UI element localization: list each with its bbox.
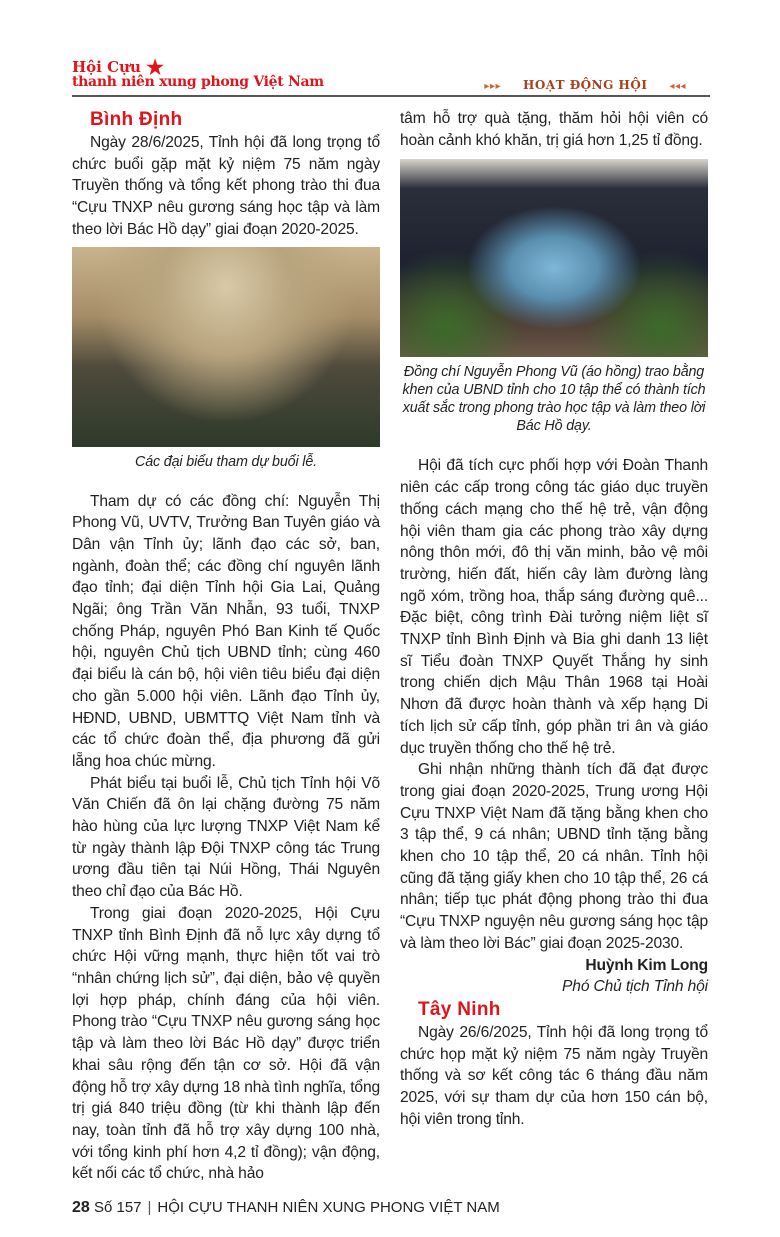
right-column: [400, 108, 708, 1131]
arrow-right-icon: ▸▸▸: [484, 81, 501, 92]
page-footer: 28 Số 157 | HỘI CỰU THANH NIÊN XUNG PHONG VIỆT NAM: [72, 1199, 500, 1217]
paragraph: Trong giai đoạn 2020-2025, Hội Cựu TNXP tỉnh Bình Định đã nỗ lực xây dựng tổ chức Hội vững mạnh, thực hiện tốt vai trò “nhân chứng lịch sử”, đại diện, bảo vệ quyền lợi hợp pháp, chính đáng của hội viên. Phong trào “Cựu TNXP nêu gương sáng học tập và làm theo lời Bác Hồ dạy” được triển khai sâu rộng đến tận cơ sở. Hội đã vận động hỗ trợ xây dựng 18 nhà tình nghĩa, tổng trị giá 840 triệu đồng (từ khi thành lập đến nay, toàn tỉnh đã hỗ trợ xây dựng 100 nhà, với tổng kinh phí hơn 4,2 tỉ đồng); vận động, kết nối các tổ chức, nhà hảo: [72, 904, 380, 1183]
paragraph: Ghi nhận những thành tích đã đạt được trong giai đoạn 2020-2025, Trung ương Hội Cựu TNXP Việt Nam đã tặng bằng khen cho 3 tập thể, 9 cá nhân; UBND tỉnh tặng bằng khen cho 10 tập thể, 20 cá nhân. Tỉnh hội cũng đã tặng giấy khen cho 10 tập thể, 26 cá nhân; tiếp tục phát động phong trào thi đua “Cựu TNXP nguyện nêu gương sáng học tập và làm theo lời Bác” giai đoạn 2025-2030.: [400, 761, 708, 952]
logo-line2: thanh niên xung phong Việt Nam: [72, 74, 324, 90]
paragraph: Tham dự có các đồng chí: Nguyễn Thị Phong Vũ, UVTV, Trưởng Ban Tuyên giáo và Dân vận Tỉnh ủy; lãnh đạo các sở, ban, ngành, đoàn thể; các đồng chí nguyên lãnh đạo tỉnh; đại diện Tỉnh hội Gia Lai, Quảng Ngãi; ông Trần Văn Nhẫn, 93 tuổi, TNXP chống Pháp, nguyên Phó Ban Kinh tế Quốc hội, nguyên Chủ tịch UBND tỉnh; cùng 460 đại biểu là cán bộ, hội viên tiêu biểu đại diện cho gần 5.000 hội viên. Lãnh đạo Tỉnh ủy, HĐND, UBND, UBMTTQ Việt Nam tỉnh và các tổ chức đoàn thể, địa phương đã gửi lẵng hoa chúc mừng.: [72, 492, 380, 770]
page-header: [0, 0, 780, 100]
photo-award-ceremony: [400, 159, 708, 357]
paragraph: Ngày 26/6/2025, Tỉnh hội đã long trọng tổ chức họp mặt kỷ niệm 75 năm ngày Truyền thống và sơ kết công tác 6 tháng đầu năm 2025, với sự tham dự của hơn 150 cán bộ, hội viên trong tỉnh.: [400, 1023, 708, 1128]
section-title: [462, 78, 708, 92]
paragraph: Phát biểu tại buổi lễ, Chủ tịch Tỉnh hội Võ Văn Chiến đã ôn lại chặng đường 75 năm hào hùng của lực lượng TNXP Việt Nam kể từ ngày thành lập Đội TNXP công tác Trung ương đầu tiên tại Núi Hồng, Thái Nguyên theo chỉ đạo của Bác Hồ.: [72, 774, 380, 901]
paragraph: Hội đã tích cực phối hợp với Đoàn Thanh niên các cấp trong công tác giáo dục truyền thống cách mạng cho thế hệ trẻ, vận động hội viên tham gia các phong trào xây dựng nông thôn mới, đô thị văn minh, bảo vệ môi trường, hiến đất, hiến cây làm đường làng ngõ xóm, trồng hoa, thắp sáng đường quê... Đặc biệt, công trình Đài tưởng niệm liệt sĩ TNXP tỉnh Bình Định và Bia ghi danh 13 liệt sĩ Tiểu đoàn TNXP Quyết Thắng hy sinh trong chiến dịch Mậu Thân 1968 tại Hoài Nhơn đã được hoàn thành và xếp hạng Di tích lịch sử cấp tỉnh, góp phần tri ân và giáo dục truyền thống cho thế hệ trẻ.: [400, 457, 708, 757]
photo-caption: Đồng chí Nguyễn Phong Vũ (áo hồng) trao bằng khen của UBND tỉnh cho 10 tập thể có thành tích xuất sắc trong phong trào học tập và làm theo lời Bác Hồ dạy.: [402, 364, 706, 435]
photo-caption: Các đại biểu tham dự buổi lễ.: [135, 453, 317, 470]
header-divider: [72, 95, 710, 97]
paragraph: Ngày 28/6/2025, Tỉnh hội đã long trọng tổ chức buổi gặp mặt kỷ niệm 75 năm ngày Truyền thống và tổng kết phong trào thi đua “Cựu TNXP nêu gương sáng học tập và làm theo lời Bác Hồ dạy” giai đoạn 2020-2025.: [72, 134, 380, 238]
photo-delegates: [72, 247, 380, 447]
heading-binh-dinh: Bình Định: [90, 109, 183, 130]
issue-number: Số 157: [93, 1199, 142, 1217]
arrow-left-icon: ◂◂◂: [669, 81, 686, 92]
section-label: HOẠT ĐỘNG HỘI: [522, 78, 648, 92]
page-number: 28: [72, 1199, 90, 1217]
magazine-logo: [72, 55, 324, 90]
heading-tay-ninh: Tây Ninh: [418, 998, 501, 1020]
author-signature: [400, 955, 708, 998]
paragraph: tâm hỗ trợ quà tặng, thăm hỏi hội viên có hoàn cảnh khó khăn, trị giá hơn 1,25 tỉ đồng.: [400, 110, 708, 149]
author-name: Huỳnh Kim Long: [585, 956, 708, 974]
logo-line1: Hội Cựu: [72, 58, 141, 76]
article-columns: [72, 100, 780, 1185]
star-icon: ★: [146, 55, 165, 79]
author-title: Phó Chủ tịch Tỉnh hội: [562, 978, 708, 996]
publication-name: HỘI CỰU THANH NIÊN XUNG PHONG VIỆT NAM: [157, 1199, 500, 1217]
left-column: [72, 108, 380, 1185]
